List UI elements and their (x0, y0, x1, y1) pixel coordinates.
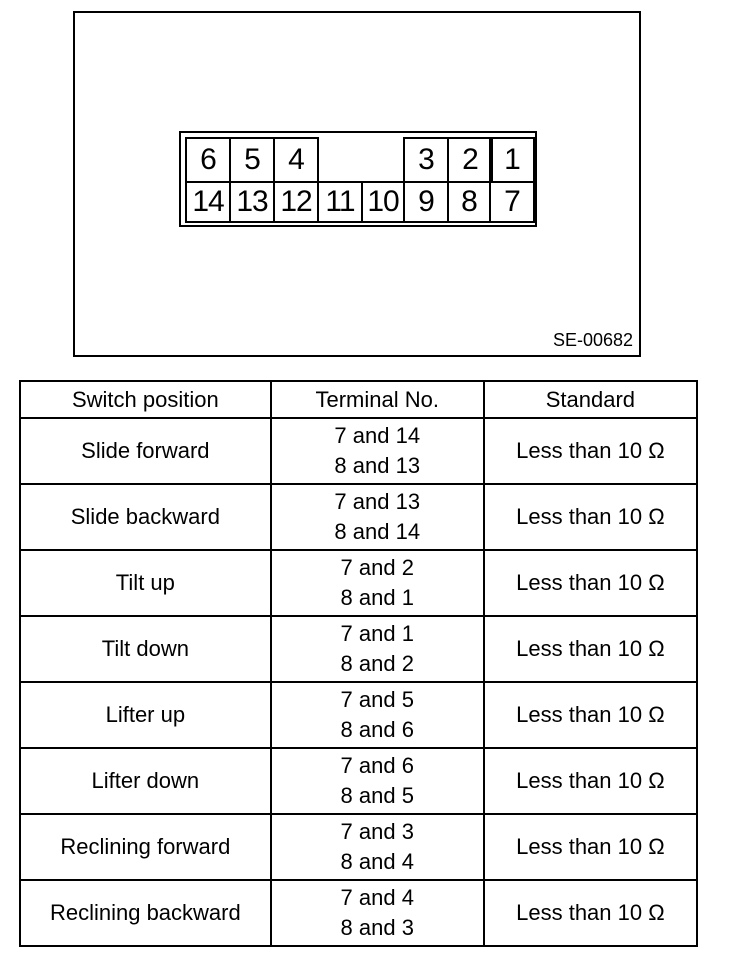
terminal-cell (271, 418, 484, 484)
terminal-pair: 7 and 5 (340, 687, 414, 712)
standard-cell: Less than 10 Ω (484, 484, 697, 550)
pin-top: 4 (273, 137, 319, 183)
table-row (20, 418, 697, 484)
table-row (20, 814, 697, 880)
terminal-pair: 8 and 1 (340, 585, 414, 610)
terminal-pair: 7 and 6 (340, 753, 414, 778)
table-row (20, 550, 697, 616)
standard-cell: Less than 10 Ω (484, 748, 697, 814)
standard-cell: Less than 10 Ω (484, 880, 697, 946)
pin-bottom: 8 (447, 181, 491, 223)
terminal-pair: 8 and 6 (340, 717, 414, 742)
terminal-pair: 8 and 2 (340, 651, 414, 676)
pin-bottom: 13 (229, 181, 275, 223)
pin-bottom: 11 (317, 181, 363, 223)
terminal-pair: 7 and 14 (334, 423, 421, 448)
table-row (20, 616, 697, 682)
terminal-cell (271, 484, 484, 550)
switch-position-cell: Tilt down (20, 616, 271, 682)
pin-bottom: 12 (273, 181, 319, 223)
switch-position-cell: Reclining forward (20, 814, 271, 880)
standard-cell: Less than 10 Ω (484, 550, 697, 616)
terminal-pair: 7 and 13 (334, 489, 421, 514)
terminal-cell (271, 550, 484, 616)
terminal-pair: 8 and 3 (340, 915, 414, 940)
header-standard: Standard (484, 381, 697, 418)
switch-position-cell: Tilt up (20, 550, 271, 616)
standard-cell: Less than 10 Ω (484, 814, 697, 880)
terminal-pair: 7 and 3 (340, 819, 414, 844)
terminal-pair: 7 and 2 (340, 555, 414, 580)
standard-cell: Less than 10 Ω (484, 616, 697, 682)
terminal-cell (271, 616, 484, 682)
table-row (20, 880, 697, 946)
standard-cell: Less than 10 Ω (484, 682, 697, 748)
pin-top: 1 (489, 137, 535, 183)
header-switch-position: Switch position (20, 381, 271, 418)
header-terminal-no: Terminal No. (271, 381, 484, 418)
pin-top: 6 (185, 137, 231, 183)
diagram-code: SE-00682 (552, 330, 633, 350)
terminal-pair: 7 and 1 (340, 621, 414, 646)
switch-position-cell: Lifter up (20, 682, 271, 748)
terminal-pair: 8 and 14 (334, 519, 421, 544)
terminal-pair: 8 and 5 (340, 783, 414, 808)
terminal-cell (271, 814, 484, 880)
terminal-cell (271, 748, 484, 814)
terminal-pair: 7 and 4 (340, 885, 414, 910)
table-row (20, 484, 697, 550)
terminal-cell (271, 682, 484, 748)
pin-bottom: 10 (361, 181, 405, 223)
table-header-row (20, 381, 697, 418)
pin-bottom: 9 (403, 181, 449, 223)
table-row (20, 748, 697, 814)
pin-top: 2 (447, 137, 493, 183)
pin-bottom: 7 (489, 181, 535, 223)
pin-bottom: 14 (185, 181, 231, 223)
switch-spec-table (19, 380, 698, 947)
pin-top: 3 (403, 137, 449, 183)
terminal-cell (271, 880, 484, 946)
standard-cell: Less than 10 Ω (484, 418, 697, 484)
table-row (20, 682, 697, 748)
switch-position-cell: Slide backward (20, 484, 271, 550)
connector-diagram (73, 11, 641, 357)
switch-position-cell: Lifter down (20, 748, 271, 814)
pin-top: 5 (229, 137, 275, 183)
switch-position-cell: Slide forward (20, 418, 271, 484)
connector-outline (179, 131, 537, 227)
terminal-pair: 8 and 13 (334, 453, 421, 478)
switch-position-cell: Reclining backward (20, 880, 271, 946)
terminal-pair: 8 and 4 (340, 849, 414, 874)
